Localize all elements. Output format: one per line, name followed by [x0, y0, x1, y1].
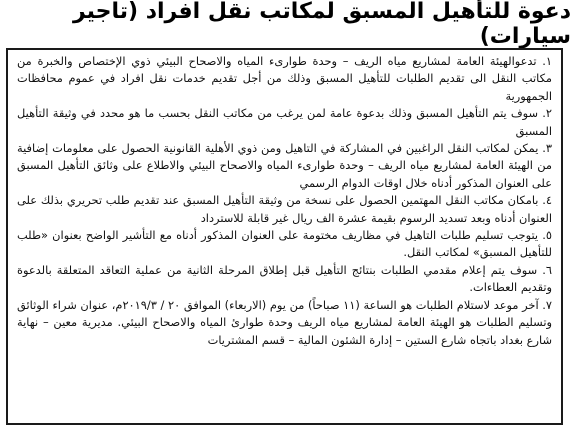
clause-2 [17, 105, 552, 140]
clause-number: ٣ [545, 141, 552, 156]
clause-text: . آخر موعد لاستلام الطلبات هو الساعة (١١ صباحاً) من يوم (الاربعاء) الموافق ٢٠ / ٢٠١٩/٣م، عنوان شراء الوثائق وتسليم الطلبات هو الهيئة العامة لمشاريع مياه الريف وحدة طوارئ المياه والاصحاح البيئي. مديرية معين – نهاية شارع بغداد باتجاه شارع الستين – إدارة الشئون المالية – قسم المشتريات [17, 297, 552, 347]
clause-7 [17, 297, 552, 349]
clause-text: . سوف يتم إعلام مقدمي الطلبات بنتائج التأهيل قبل إطلاق المرحلة الثانية من عملية التعاقد المتعلقة بالدعوة وتقديم العطاءات. [17, 262, 552, 295]
clause-5 [17, 227, 552, 262]
clause-text: . تدعوالهيئة العامة لمشاريع مياه الريف – وحدة طوارىء المياه والاصحاح البيئي ذوي الإختصاص والخبرة من مكاتب النقل الى تقديم الطلبات للتأهيل المسبق وذلك من أجل تقديم خدمات نقل افراد في عموم محافظات الجمهورية [17, 54, 552, 103]
clause-number: ٥ [545, 228, 552, 243]
clause-4 [17, 192, 552, 227]
clause-number: ٢ [545, 106, 552, 121]
ad-title: دعوة للتأهيل المسبق لمكاتب نقل افراد (تاجير سيارات) [72, 0, 571, 49]
clause-1 [17, 53, 552, 105]
clause-number: ٧ [545, 297, 552, 312]
clause-6 [17, 262, 552, 297]
clause-text: . يتوجب تسليم طلبات التاهيل في مظاريف مختومة على العنوان المذكور أدناه مع التأشير الواضح بعنوان «طلب للتأهيل المسبق» لمكاتب النقل. [17, 228, 552, 260]
clause-text: . سوف يتم التأهيل المسبق وذلك بدعوة عامة لمن يرغب من مكاتب النقل بحسب ما هو محدد في وثيقة التأهيل المسبق [17, 106, 552, 138]
clause-text: . يمكن لمكاتب النقل الراغبين في المشاركة في التاهيل ومن ذوي الأهلية القانونية الحصول على معلومات إضافية من الهيئة العامة لمشاريع مياه الريف – وحدة طوارىء المياه والاصحاح البيئي والاطلاع على وثائق التأهيل المسبق على العنوان المذكور أدناه خلال اوقات الدوام الرسمي [17, 141, 552, 190]
ad-body-frame [6, 48, 563, 425]
clause-text: . بامكان مكاتب النقل المهتمين الحصول على نسخة من وثيقة التأهيل المسبق عند تقديم طلب تحريري بذلك على العنوان أدناه وبعد تسديد الرسوم بقيمة عشرة الف ريال غير قابلة للاسترداد [17, 193, 552, 225]
clause-3 [17, 140, 552, 192]
clause-number: ١ [545, 54, 552, 68]
clause-number: ٤ [545, 193, 552, 208]
clause-number: ٦ [545, 262, 552, 277]
